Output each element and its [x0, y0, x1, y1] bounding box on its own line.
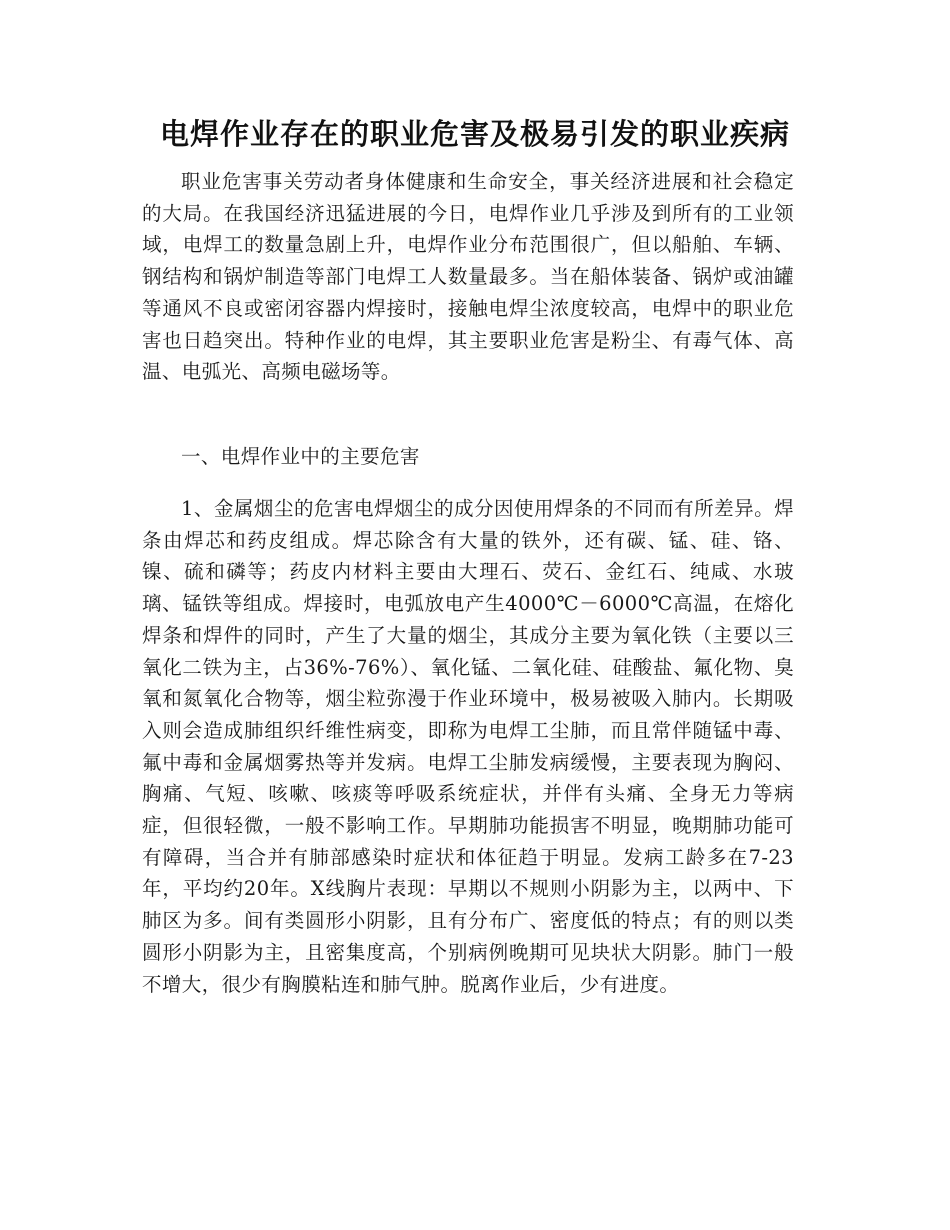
document-title: 电焊作业存在的职业危害及极易引发的职业疾病 [159, 117, 790, 151]
metal-fume-paragraph: 1、金属烟尘的危害电焊烟尘的成分因使用焊条的不同而有所差异。焊条由焊芯和药皮组成。焊芯除含有大量的铁外，还有碳、锰、硅、铬、镍、硫和磷等；药皮内材料主要由大理石、荧石、金红石、纯咸、水玻璃、锰铁等组成。焊接时，电弧放电产生4000℃－6000℃高温，在熔化焊条和焊件的同时，产生了大量的烟尘，其成分主要为氧化铁（主要以三氧化二铁为主，占36%-76%）、氧化锰、二氧化硅、硅酸盐、氟化物、臭氧和氮氧化合物等，烟尘粒弥漫于作业环境中，极易被吸入肺内。长期吸入则会造成肺组织纤维性病变，即称为电焊工尘肺，而且常伴随锰中毒、氟中毒和金属烟雾热等并发病。电焊工尘肺发病缓慢，主要表现为胸闷、胸痛、气短、咳嗽、咳痰等呼吸系统症状，并伴有头痛、全身无力等病症，但很轻微，一般不影响工作。早期肺功能损害不明显，晚期肺功能可有障碍，当合并有肺部感染时症状和体征趋于明显。发病工龄多在7-23年，平均约20年。X线胸片表现：早期以不规则小阴影为主，以两中、下肺区为多。间有类圆形小阴影，且有分布广、密度低的特点；有的则以类圆形小阴影为主，且密集度高，个别病例晚期可见块状大阴影。肺门一般不增大，很少有胸膜粘连和肺气肿。脱离作业后，少有进度。 [142, 497, 794, 996]
section-heading: 一、电焊作业中的主要危害 [181, 445, 420, 468]
intro-paragraph: 职业危害事关劳动者身体健康和生命安全，事关经济进展和社会稳定的大局。在我国经济迅猛进展的今日，电焊作业几乎涉及到所有的工业领域，电焊工的数量急剧上升，电焊作业分布范围很广，但以船舶、车辆、钢结构和锅炉制造等部门电焊工人数量最多。当在船体装备、锅炉或油罐等通风不良或密闭容器内焊接时，接触电焊尘浓度较高，电焊中的职业危害也日趋突出。特种作业的电焊，其主要职业危害是粉尘、有毒气体、高温、电弧光、高频电磁场等。 [142, 170, 794, 384]
